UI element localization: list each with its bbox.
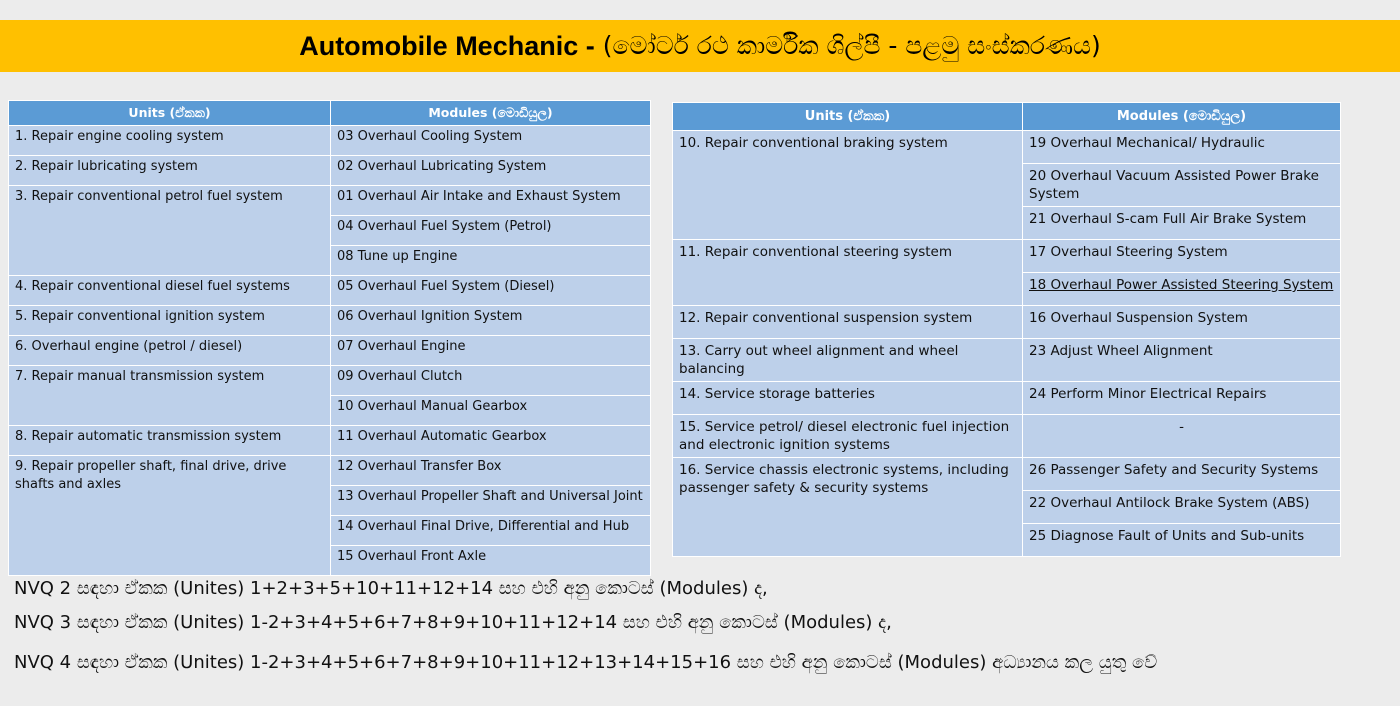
unit-cell: 10. Repair conventional braking system xyxy=(673,131,1023,240)
unit-cell: 7. Repair manual transmission system xyxy=(9,366,331,426)
table-row xyxy=(673,131,1341,164)
unit-cell: 4. Repair conventional diesel fuel systems xyxy=(9,276,331,306)
table-row xyxy=(673,306,1341,339)
unit-cell: 1. Repair engine cooling system xyxy=(9,126,331,156)
module-cell: 09 Overhaul Clutch xyxy=(331,366,651,396)
module-cell: 08 Tune up Engine xyxy=(331,246,651,276)
module-cell: 03 Overhaul Cooling System xyxy=(331,126,651,156)
unit-cell: 5. Repair conventional ignition system xyxy=(9,306,331,336)
module-cell: 17 Overhaul Steering System xyxy=(1023,240,1341,273)
module-cell: 13 Overhaul Propeller Shaft and Universal Joint xyxy=(331,486,651,516)
module-cell: 24 Perform Minor Electrical Repairs xyxy=(1023,382,1341,415)
module-cell: 14 Overhaul Final Drive, Differential and Hub xyxy=(331,516,651,546)
module-cell: 16 Overhaul Suspension System xyxy=(1023,306,1341,339)
module-cell: 15 Overhaul Front Axle xyxy=(331,546,651,576)
table-row xyxy=(9,156,651,186)
module-cell: 25 Diagnose Fault of Units and Sub-units xyxy=(1023,524,1341,557)
table-row xyxy=(9,186,651,216)
table-row xyxy=(9,426,651,456)
table-row xyxy=(673,240,1341,273)
module-cell: 21 Overhaul S-cam Full Air Brake System xyxy=(1023,207,1341,240)
units-table-left xyxy=(8,100,651,576)
module-cell: 22 Overhaul Antilock Brake System (ABS) xyxy=(1023,491,1341,524)
module-cell: 02 Overhaul Lubricating System xyxy=(331,156,651,186)
nvq2-requirement: NVQ 2 සඳහා ඒකක (Unites) 1+2+3+5+10+11+12+14 සහ එහි අනු කොටස් (Modules) ද, xyxy=(14,578,768,599)
module-cell: - xyxy=(1023,415,1341,458)
unit-cell: 12. Repair conventional suspension system xyxy=(673,306,1023,339)
title-sinhala: (මෝටර් රථ කාර්මික ශිල්පී - පළමු සංස්කරණය) xyxy=(602,31,1101,60)
table-header-row xyxy=(9,101,651,126)
modules-column-header: Modules (මොඩියුල) xyxy=(331,101,651,126)
module-cell: 06 Overhaul Ignition System xyxy=(331,306,651,336)
module-cell: 05 Overhaul Fuel System (Diesel) xyxy=(331,276,651,306)
table-row xyxy=(9,456,651,486)
module-cell: 20 Overhaul Vacuum Assisted Power Brake System xyxy=(1023,164,1341,207)
units-column-header: Units (ඒකක) xyxy=(673,103,1023,131)
unit-cell: 13. Carry out wheel alignment and wheel balancing xyxy=(673,339,1023,382)
table-row xyxy=(673,458,1341,491)
unit-cell: 6. Overhaul engine (petrol / diesel) xyxy=(9,336,331,366)
table-row xyxy=(9,276,651,306)
nvq3-requirement: NVQ 3 සඳහා ඒකක (Unites) 1-2+3+4+5+6+7+8+9+10+11+12+14 සහ එහි අනු කොටස් (Modules) ද, xyxy=(14,612,892,633)
units-column-header: Units (ඒකක) xyxy=(9,101,331,126)
table-row xyxy=(9,306,651,336)
title-banner xyxy=(0,20,1400,72)
table-row xyxy=(673,339,1341,382)
nvq4-requirement: NVQ 4 සඳහා ඒකක (Unites) 1-2+3+4+5+6+7+8+9+10+11+12+13+14+15+16 සහ එහි අනු කොටස් (Modules) අධ්‍යානය කල යුතු වේ xyxy=(14,652,1158,673)
unit-cell: 3. Repair conventional petrol fuel system xyxy=(9,186,331,276)
table-header-row xyxy=(673,103,1341,131)
module-cell: 19 Overhaul Mechanical/ Hydraulic xyxy=(1023,131,1341,164)
unit-cell: 16. Service chassis electronic systems, including passenger safety & security systems xyxy=(673,458,1023,557)
unit-cell: 15. Service petrol/ diesel electronic fuel injection and electronic ignition systems xyxy=(673,415,1023,458)
module-cell: 10 Overhaul Manual Gearbox xyxy=(331,396,651,426)
module-cell: 18 Overhaul Power Assisted Steering System xyxy=(1023,273,1341,306)
module-cell: 12 Overhaul Transfer Box xyxy=(331,456,651,486)
module-cell: 04 Overhaul Fuel System (Petrol) xyxy=(331,216,651,246)
module-cell: 07 Overhaul Engine xyxy=(331,336,651,366)
units-table-right xyxy=(672,102,1341,557)
unit-cell: 8. Repair automatic transmission system xyxy=(9,426,331,456)
table-row xyxy=(673,382,1341,415)
title-english: Automobile Mechanic - xyxy=(299,30,595,61)
modules-column-header: Modules (මොඩියුල) xyxy=(1023,103,1341,131)
unit-cell: 2. Repair lubricating system xyxy=(9,156,331,186)
module-cell: 11 Overhaul Automatic Gearbox xyxy=(331,426,651,456)
unit-cell: 11. Repair conventional steering system xyxy=(673,240,1023,306)
unit-cell: 9. Repair propeller shaft, final drive, drive shafts and axles xyxy=(9,456,331,576)
module-cell: 01 Overhaul Air Intake and Exhaust System xyxy=(331,186,651,216)
table-row xyxy=(9,126,651,156)
table-row xyxy=(9,336,651,366)
table-row xyxy=(673,415,1341,458)
unit-cell: 14. Service storage batteries xyxy=(673,382,1023,415)
module-cell: 26 Passenger Safety and Security Systems xyxy=(1023,458,1341,491)
table-row xyxy=(9,366,651,396)
module-cell: 23 Adjust Wheel Alignment xyxy=(1023,339,1341,382)
